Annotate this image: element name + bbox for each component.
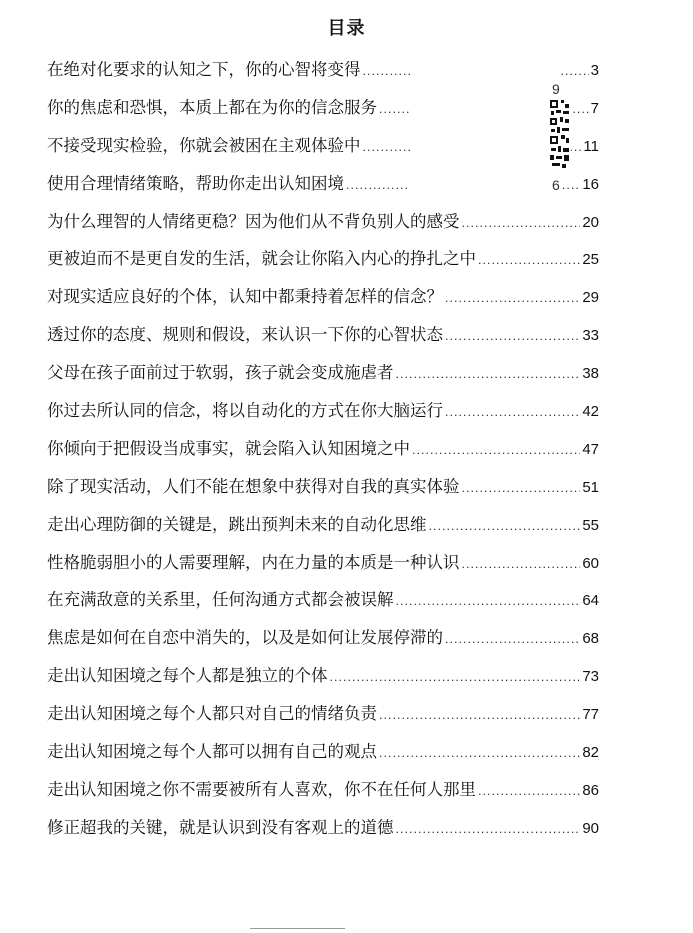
toc-entry-title: 使用合理情绪策略，帮助你走出认知困境 [47, 173, 344, 193]
qr-code-icon [549, 98, 571, 170]
toc-entry[interactable] [47, 586, 599, 624]
toc-entry[interactable] [47, 435, 599, 473]
toc-entry-title: 在绝对化要求的认知之下，你的心智将变得 [47, 60, 361, 79]
toc-entry[interactable] [47, 473, 599, 511]
toc-leader [478, 785, 580, 798]
toc-entry[interactable] [47, 662, 599, 700]
toc-entry-title: 你倾向于把假设当成事实，就会陷入认知困境之中 [47, 438, 410, 458]
toc-entry-page: 7 [590, 99, 599, 117]
toc-entry-page: 29 [582, 289, 599, 307]
toc-leader [462, 217, 581, 230]
toc-entry-page: 25 [582, 251, 599, 269]
toc-entry-page: 3 [590, 62, 599, 79]
toc-leader [379, 709, 580, 722]
page-title: 目录 [327, 18, 366, 39]
toc-entry-title: 走出认知困境之每个人都是独立的个体 [47, 666, 328, 686]
toc-entry-page: 47 [582, 440, 599, 458]
toc-leader [445, 406, 580, 419]
toc-entry-title: 走出认知困境之每个人都只对自己的情绪负责 [47, 704, 377, 724]
toc-entry[interactable] [47, 321, 599, 359]
toc-entry-title: 除了现实活动，人们不能在想象中获得对自我的真实体验 [47, 476, 460, 496]
toc-leader [412, 444, 580, 457]
toc-entry[interactable] [47, 511, 599, 549]
toc-entry[interactable] [47, 283, 599, 321]
toc-entry-page: 86 [582, 781, 599, 799]
toc-entry[interactable] [47, 397, 599, 435]
toc-leader [330, 671, 581, 684]
toc-entry-page: 16 [582, 175, 599, 193]
toc-leader [445, 330, 580, 343]
toc-entry-title: 对现实适应良好的个体，认知中都秉持着怎样的信念？ [47, 287, 443, 307]
toc-entry-title: 不接受现实检验，你就会被困在主观体验中 [47, 135, 361, 155]
toc-entry-title: 更被迫而不是更自发的生活，就会让你陷入内心的挣扎之中 [47, 249, 476, 269]
toc-entry-title: 透过你的态度、规则和假设，来认识一下你的心智状态 [47, 325, 443, 345]
toc-entry-page: 42 [582, 403, 599, 421]
toc-entry-page: 38 [582, 365, 599, 383]
toc-entry[interactable] [47, 549, 599, 587]
toc-entry-title: 焦虑是如何在自恋中消失的，以及是如何让发展停滞的 [47, 628, 443, 648]
toc-entry[interactable] [47, 700, 599, 738]
toc-leader [478, 254, 580, 267]
toc-entry[interactable] [47, 245, 599, 283]
watermark-digit: 9 [552, 81, 560, 97]
toc-entry-title: 走出认知困境之每个人都可以拥有自己的观点 [47, 742, 377, 762]
toc-leader [445, 633, 580, 646]
toc-entry-title: 你过去所认同的信念，将以自动化的方式在你大脑运行 [47, 401, 443, 421]
toc-leader [396, 368, 581, 381]
toc-entry-page: 20 [582, 213, 599, 231]
footer-divider [250, 928, 345, 929]
toc-entry-page: 82 [582, 744, 599, 762]
toc-entry-title: 性格脆弱胆小的人需要理解，内在力量的本质是一种认识 [47, 552, 460, 572]
toc-entry[interactable] [47, 208, 599, 246]
watermark-patch [410, 58, 560, 198]
toc-entry[interactable] [47, 738, 599, 776]
toc-entry-page: 90 [582, 819, 599, 837]
toc-entry-title: 你的焦虑和恐惧，本质上都在为你的信念服务 [47, 97, 377, 117]
toc-leader [396, 823, 581, 836]
toc-entry-title: 父母在孩子面前过于软弱，孩子就会变成施虐者 [47, 363, 394, 383]
toc-entry-page: 77 [582, 706, 599, 724]
toc-entry[interactable] [47, 814, 599, 852]
toc-entry[interactable] [47, 359, 599, 397]
toc-entry-title: 在充满敌意的关系里，任何沟通方式都会被误解 [47, 590, 394, 610]
toc-entry-title: 修正超我的关键，就是认识到没有客观上的道德 [47, 817, 394, 837]
watermark-digit: 6 [552, 177, 560, 193]
toc-entry-page: 11 [583, 137, 599, 155]
toc-leader [379, 747, 580, 760]
toc-entry-page: 68 [582, 630, 599, 648]
toc-leader [462, 482, 581, 495]
toc-leader [462, 558, 581, 571]
toc-entry-page: 60 [582, 554, 599, 572]
toc-leader [445, 292, 580, 305]
toc-entry-page: 64 [582, 592, 599, 610]
toc-entry[interactable] [47, 776, 599, 814]
toc-leader [396, 595, 581, 608]
toc-entry[interactable] [47, 624, 599, 662]
toc-entry-page: 33 [582, 327, 599, 345]
toc-entry-title: 走出心理防御的关键是，跳出预判未来的自动化思维 [47, 514, 427, 534]
toc-entry-title: 为什么理智的人情绪更稳？因为他们从不背负别人的感受 [47, 211, 460, 231]
toc-entry-page: 51 [582, 478, 599, 496]
toc-leader [429, 520, 581, 533]
toc-entry-page: 55 [582, 516, 599, 534]
toc-entry-title: 走出认知困境之你不需要被所有人喜欢，你不在任何人那里 [47, 779, 476, 799]
toc-entry-page: 73 [582, 668, 599, 686]
